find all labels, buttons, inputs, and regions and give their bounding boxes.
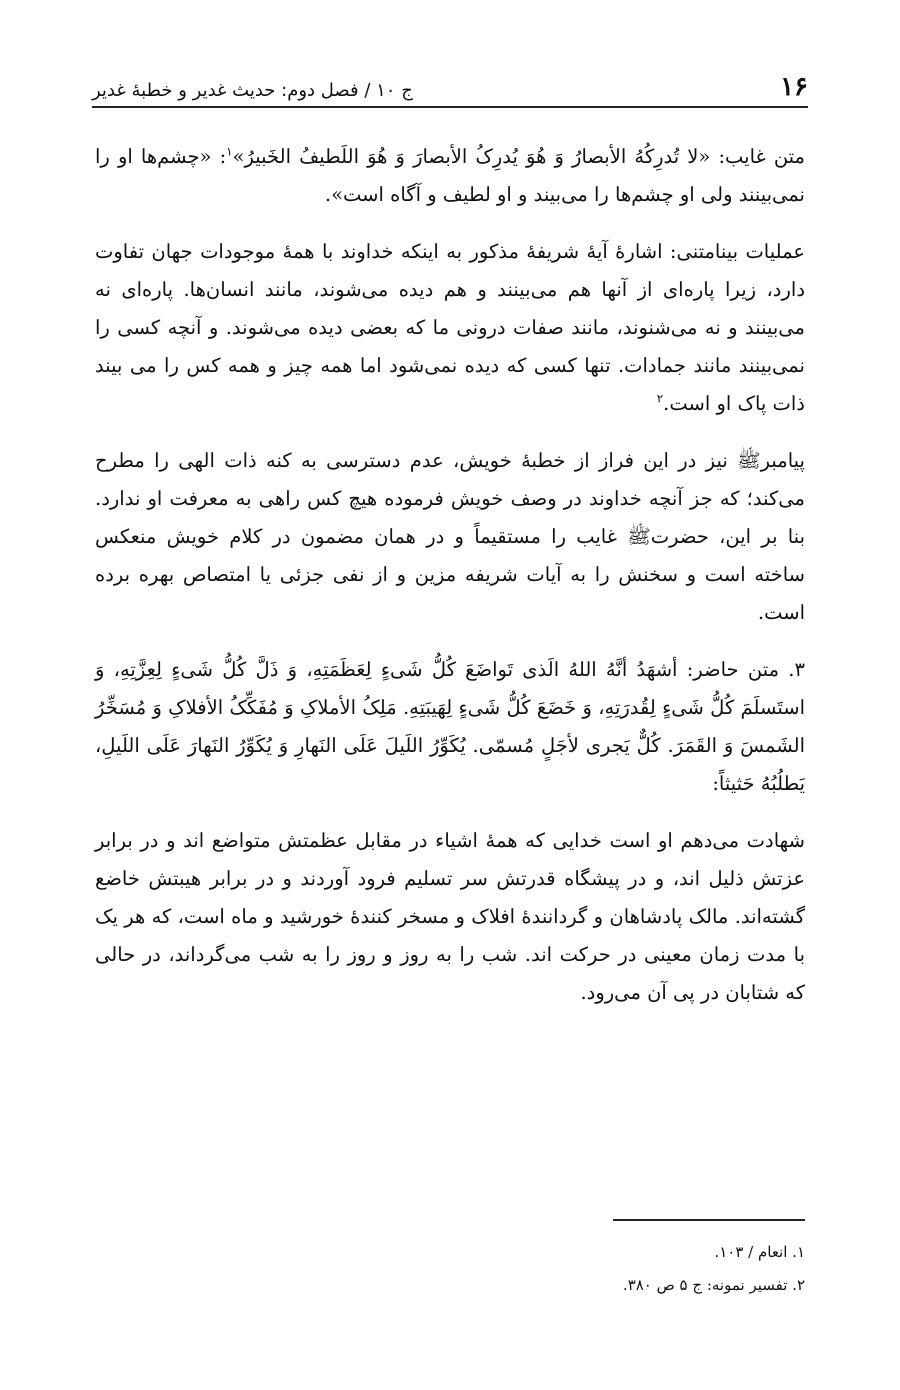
footnote-ref-2: ۲ xyxy=(656,391,664,406)
paragraph-present-text: ۳. متن حاضر: أشهَدُ أنَّهُ اللهُ الَذی تَواضَعَ کُلُّ شَیءٍ لِعَظَمَتِهِ، وَ ذَلَّ کُلُّ شَیءٍ لِعِزَّتِهِ، وَ استَسلَمَ کُلُّ شَیءٍ لِقُدرَتِهِ، وَ خَضَعَ کُلُّ شَیءٍ لِهَیبَتِهِ. مَلِکُ الأملاکِ وَ مُفَکِّکُ الأفلاکِ وَ مُسَخِّرُ الشَمسَ وَ القَمَرَ. کُلٌّ یَجری لأجَلٍ مُسمّی. یُکَوِّرُ اللَیلَ عَلَی النَهارِ وَ یُکَوِّرُ النَهارَ عَلَی اللَیلِ، یَطلُبُهُ حَثیثاً: xyxy=(95,658,805,795)
paragraph-prophet-commentary: پیامبرﷺ نیز در این فراز از خطبهٔ خویش، عدم دسترسی به کنه ذات الهی را مطرح می‌کند؛ که جز آنچه خداوند در وصف خویش فرموده هیچ کس راهی به معرفت او ندارد. بنا بر این، حضرتﷺ غایب را مستقیماً و در همان مضمون در کلام خویش منعکس ساخته است و سخنش را به آیات شریفه مزین و از نفی جزئی یا امتصاص بهره برده است. xyxy=(95,449,805,624)
footnote-2: ۲. تفسیر نمونه: ج ۵ ص ۳۸۰. xyxy=(622,1276,805,1294)
page-header xyxy=(92,68,808,108)
footnote-1: ۱. انعام / ۱۰۳. xyxy=(714,1243,805,1261)
page-number: ۱۶ xyxy=(780,72,808,102)
paragraph-intertextual-operation xyxy=(95,233,805,423)
absent-text-translation: : «چشم‌ها او را نمی‌بینند ولی او چشم‌ها را می‌بیند و او لطیف و آگاه است». xyxy=(95,145,805,206)
page-body xyxy=(95,138,805,1031)
footnote-divider xyxy=(613,1219,805,1221)
paragraph-translation: شهادت می‌دهم او است خدایی که همهٔ اشیاء در مقابل عظمتش متواضع اند و در برابر عزتش ذلیل اند، و در پیشگاه قدرتش سر تسلیم فرود آوردند و در برابر هیبتش خاضع گشته‌اند. مالک پادشاهان و گردانندهٔ افلاک و مسخر کنندهٔ خورشید و ماه است، که هر یک با مدت زمان معینی در حرکت اند. شب را به روز و روز را به شب می‌گرداند، در حالی که شتابان در پی آن می‌رود. xyxy=(95,829,805,1004)
paragraph-absent-text xyxy=(95,138,805,214)
footnotes xyxy=(95,1236,805,1302)
absent-text-quote: متن غایب: «لا تُدرِکُهُ الأبصارُ وَ هُوَ یُدرِکُ الأبصارَ وَ هُوَ اللَطیفُ الخَبیرُ» xyxy=(232,145,805,168)
intertextual-operation-text: عملیات بینامتنی: اشارهٔ آیهٔ شریفهٔ مذکور به اینکه خداوند با همهٔ موجودات جهان تفاوت دارد، زیرا پاره‌ای از آنها هم می‌بینند و هم دیده می‌شوند، مانند انسان‌ها. پاره‌ای نه می‌بینند و نه می‌شنوند، مانند صفات درونی ما که بعضی دیده می‌شوند. و آنچه کسی را نمی‌بینند مانند جمادات. تنها کسی که دیده نمی‌شود اما همه چیز و همه کس را می بیند ذات پاک او است. xyxy=(95,240,805,415)
running-title: ج ۱۰ / فصل دوم: حدیث غدیر و خطبهٔ غدیر xyxy=(92,80,413,101)
footnote-ref-1: ۱ xyxy=(226,144,233,159)
